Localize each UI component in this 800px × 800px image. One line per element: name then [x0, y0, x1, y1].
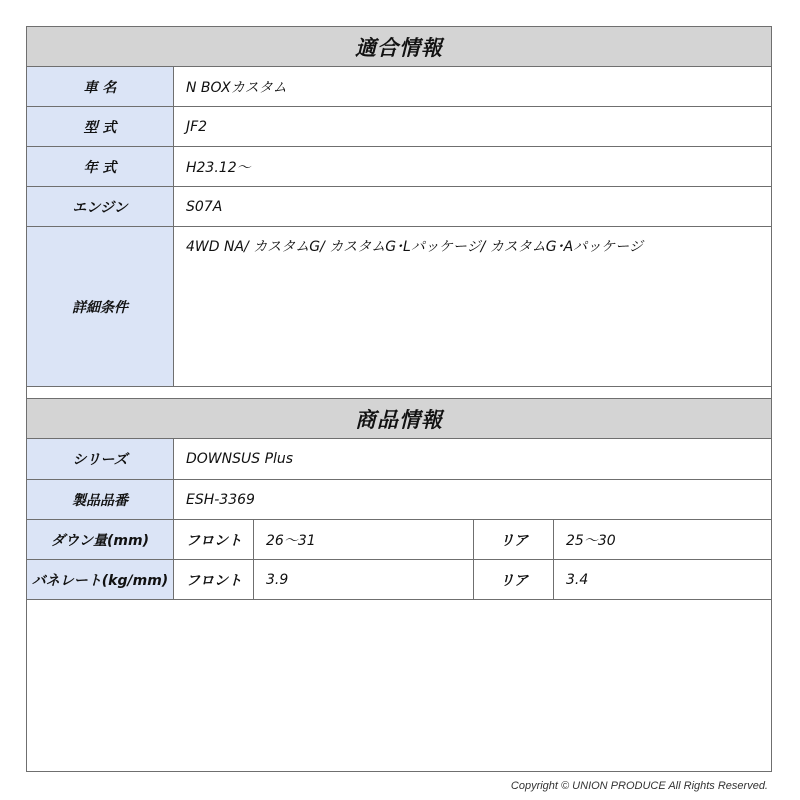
row-down-amount — [27, 520, 771, 560]
vehicle-name-value: N BOXカスタム — [186, 79, 287, 96]
vehicle-name-label: 車 名 — [27, 67, 174, 106]
detail-conditions-value: 4WD NA/ カスタムG/ カスタムG･Lパッケージ/ カスタムG･Aパッケージ — [186, 239, 643, 255]
fit-info-title: 適合情報 — [27, 27, 771, 67]
row-model-code — [27, 107, 771, 147]
engine-label: エンジン — [27, 187, 174, 226]
series-value: DOWNSUS Plus — [186, 451, 294, 467]
spring-front-label: フロント — [174, 560, 254, 599]
row-engine — [27, 187, 771, 227]
row-part-number — [27, 480, 771, 520]
down-amount-label: ダウン量(mm) — [27, 520, 174, 559]
empty-area — [27, 600, 771, 771]
product-info-title: 商品情報 — [27, 399, 771, 439]
section-divider — [27, 387, 771, 399]
row-vehicle-name — [27, 67, 771, 107]
model-code-label: 型 式 — [27, 107, 174, 146]
engine-value: S07A — [186, 198, 223, 215]
copyright-text: Copyright © UNION PRODUCE All Rights Reserved. — [510, 780, 768, 792]
part-number-value: ESH-3369 — [186, 491, 255, 508]
down-front-value: 26～31 — [254, 520, 474, 559]
spec-sheet — [26, 26, 772, 772]
series-label: シリーズ — [27, 439, 174, 479]
row-detail-conditions — [27, 227, 771, 387]
down-rear-value: 25～30 — [566, 532, 616, 549]
down-front-label: フロント — [174, 520, 254, 559]
spring-rear-label: リア — [474, 560, 554, 599]
model-code-value: JF2 — [186, 118, 208, 135]
model-year-label: 年 式 — [27, 147, 174, 186]
down-rear-label: リア — [474, 520, 554, 559]
row-spring-rate — [27, 560, 771, 600]
row-series — [27, 439, 771, 480]
spring-front-value: 3.9 — [254, 560, 474, 599]
row-model-year — [27, 147, 771, 187]
spring-rate-label: バネレート(kg/mm) — [27, 560, 174, 599]
detail-conditions-label: 詳細条件 — [27, 227, 174, 386]
part-number-label: 製品品番 — [27, 480, 174, 519]
spring-rear-value: 3.4 — [566, 571, 589, 588]
model-year-value: H23.12～ — [186, 159, 251, 176]
